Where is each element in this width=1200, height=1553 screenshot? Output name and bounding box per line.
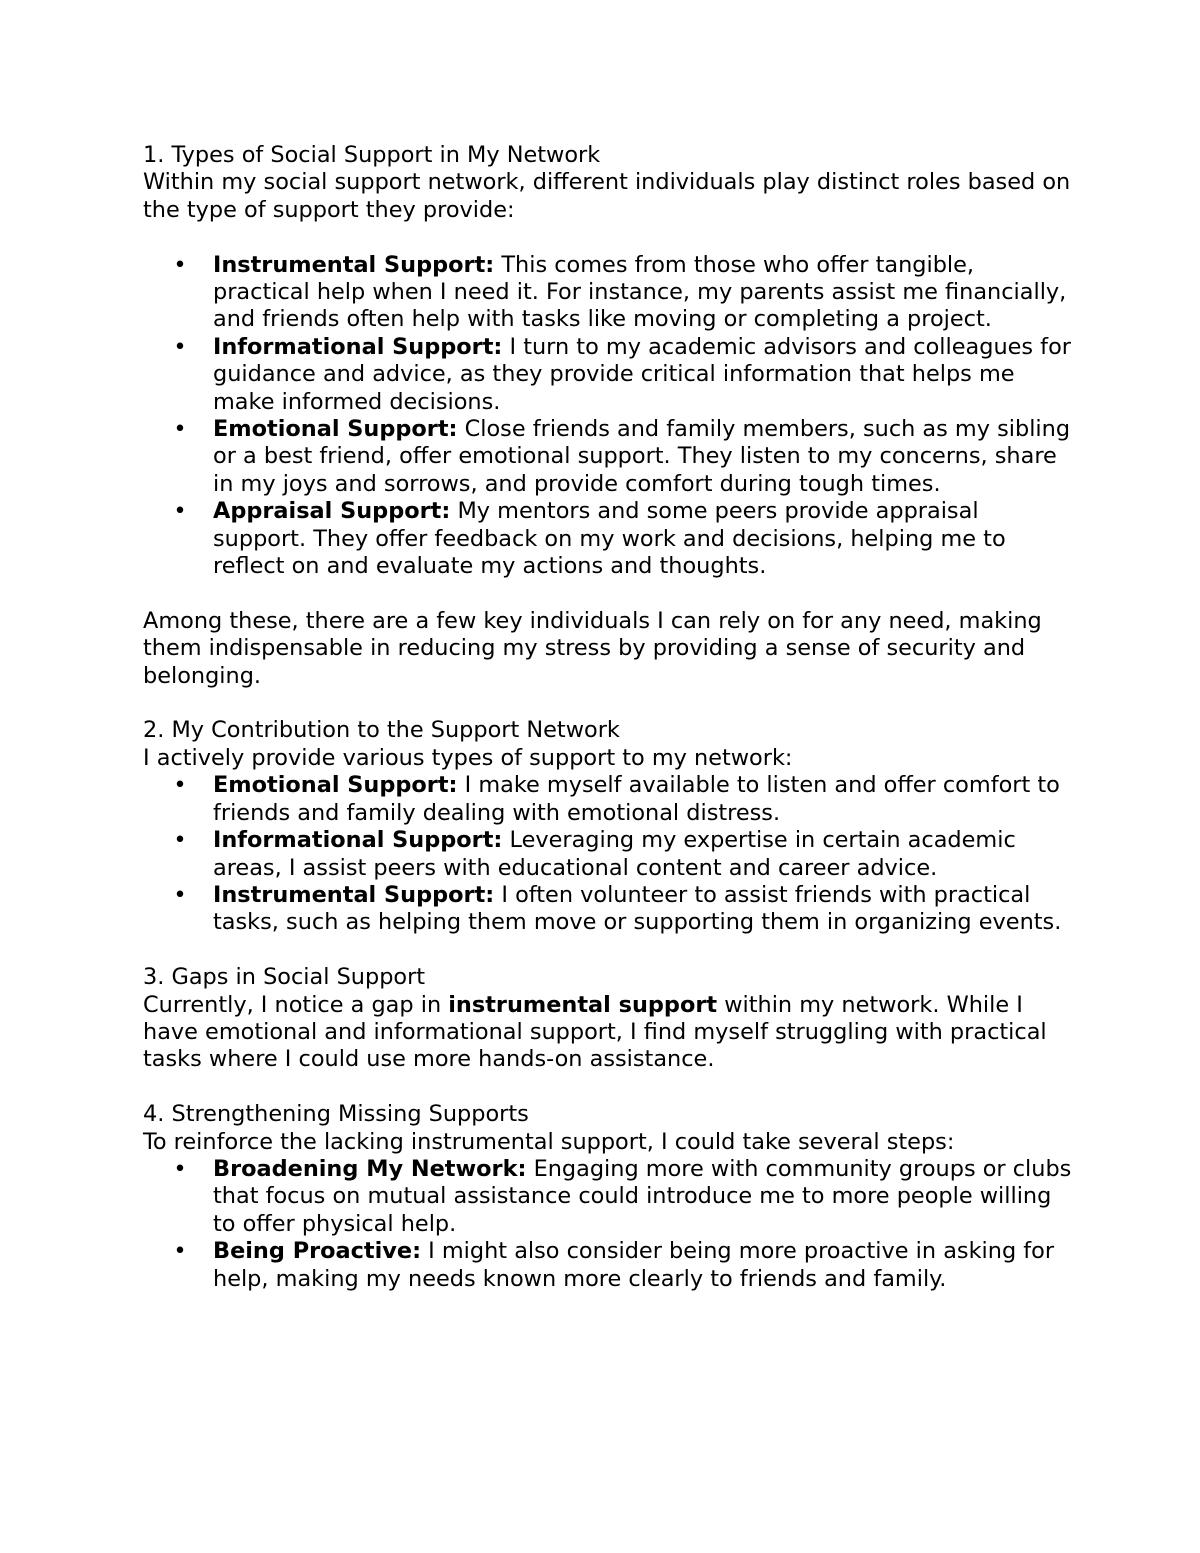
list-item-text: Close friends and family members, such as my sibling or a best friend, offer emotional support. They listen to my concerns, share in my joys and sorrows, and provide comfort during tough times. xyxy=(213,416,1071,497)
list-item-text: Engaging more with community groups or clubs that focus on mutual assistance could introduce me to more people willing to offer physical help. xyxy=(213,1155,1072,1237)
list-item-label: Being Proactive: xyxy=(213,1238,422,1265)
section3-text-before: Currently, I notice a gap in xyxy=(143,991,449,1018)
bullet-icon: • xyxy=(173,498,187,525)
list-item-label: Emotional Support: xyxy=(213,416,458,443)
document-page xyxy=(143,142,1073,1293)
section1-heading: 1. Types of Social Support in My Network xyxy=(143,142,601,168)
bullet-icon: • xyxy=(173,1238,187,1265)
section4-list xyxy=(143,1156,1073,1293)
list-item-text: My mentors and some peers provide appraisal support. They offer feedback on my work and decisions, helping me to reflect on and evaluate my actions and thoughts. xyxy=(213,498,1006,580)
spacer xyxy=(143,224,1073,251)
list-item-text: I make myself available to listen and offer comfort to friends and family dealing with emotional distress. xyxy=(213,772,1060,826)
list-item-label: Emotional Support: xyxy=(213,772,458,799)
list-item xyxy=(143,1238,1073,1293)
spacer xyxy=(143,1074,1073,1101)
section1-closing: Among these, there are a few key individuals I can rely on for any need, making them indispensable in reducing my stress by providing a sense of security and belonging. xyxy=(143,607,1042,689)
list-item-text: This comes from those who offer tangible, practical help when I need it. For instance, my parents assist me financially, and friends often help with tasks like moving or completing a project. xyxy=(213,251,1067,333)
section2-intro: I actively provide various types of support to my network: xyxy=(143,744,793,771)
section3-text-after: within my network. While I have emotional and informational support, I find myself struggling with practical tasks where I could use more hands-on assistance. xyxy=(143,991,1047,1073)
section4-heading: 4. Strengthening Missing Supports xyxy=(143,1101,529,1128)
list-item xyxy=(143,1156,1073,1238)
list-item-text: I often volunteer to assist friends with practical tasks, such as helping them move or supporting them in organizing events. xyxy=(213,881,1062,936)
list-item xyxy=(143,416,1073,498)
spacer xyxy=(143,937,1073,964)
bullet-icon: • xyxy=(173,881,187,908)
bullet-icon: • xyxy=(173,827,187,854)
section1-list xyxy=(143,252,1073,581)
list-item-text: Leveraging my expertise in certain academic areas, I assist peers with educational content and career advice. xyxy=(213,827,1016,881)
section1-intro: Within my social support network, different individuals play distinct roles based on the type of support they provide: xyxy=(143,169,1071,223)
list-item xyxy=(143,772,1073,827)
list-item-label: Appraisal Support: xyxy=(213,498,451,525)
bullet-icon: • xyxy=(173,333,187,360)
list-item xyxy=(143,334,1073,416)
list-item xyxy=(143,827,1073,882)
list-item-text: I might also consider being more proactive in asking for help, making my needs known more clearly to friends and family. xyxy=(213,1238,1055,1292)
list-item-label: Instrumental Support: xyxy=(213,881,495,908)
list-item xyxy=(143,882,1073,937)
bullet-icon: • xyxy=(173,251,187,278)
list-item-label: Instrumental Support: xyxy=(213,251,495,278)
section3-body xyxy=(143,992,1073,1074)
list-item xyxy=(143,498,1073,580)
bullet-icon: • xyxy=(173,772,187,799)
list-item-label: Informational Support: xyxy=(213,827,503,854)
spacer xyxy=(143,580,1073,607)
section3-heading: 3. Gaps in Social Support xyxy=(143,964,426,991)
bullet-icon: • xyxy=(173,1155,187,1182)
list-item-label: Informational Support: xyxy=(213,333,503,360)
section2-heading: 2. My Contribution to the Support Network xyxy=(143,717,620,744)
list-item xyxy=(143,252,1073,334)
bullet-icon: • xyxy=(173,416,187,443)
list-item-text: I turn to my academic advisors and colleagues for guidance and advice, as they provide critical information that helps me make informed decisions. xyxy=(213,333,1071,415)
section4-intro: To reinforce the lacking instrumental support, I could take several steps: xyxy=(143,1128,955,1155)
spacer xyxy=(143,690,1073,717)
section2-list xyxy=(143,772,1073,936)
section3-bold-term: instrumental support xyxy=(448,991,718,1018)
list-item-label: Broadening My Network: xyxy=(213,1155,527,1182)
